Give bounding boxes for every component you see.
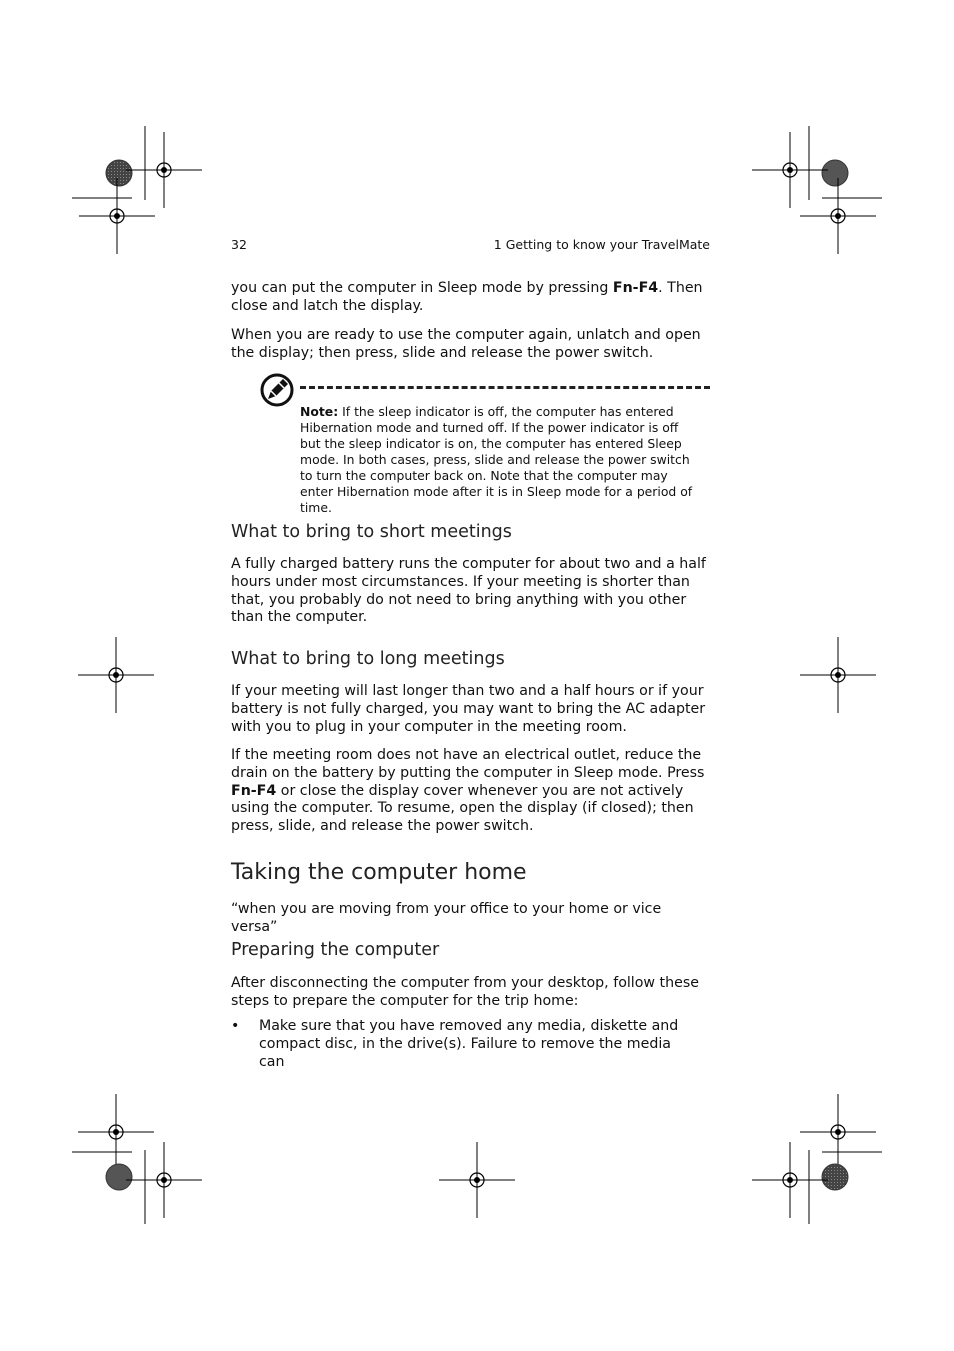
color-target-icon — [106, 160, 132, 186]
registration-mark-icon — [126, 1142, 202, 1218]
registration-mark-icon — [752, 132, 828, 208]
page-number: 32 — [231, 237, 247, 252]
note-divider — [300, 386, 710, 389]
registration-mark-icon — [78, 1094, 154, 1170]
color-target-icon — [822, 160, 848, 186]
note-pen-icon — [259, 372, 295, 408]
section-quote: “when you are moving from your office to your home or vice versa” — [231, 901, 662, 935]
registration-mark-icon — [752, 1142, 828, 1218]
body-paragraph: A fully charged battery runs the computer for about two and a half hours under most circumstances. If your meeting is shorter than that, you probably do not need to bring anything with you other than the computer. — [231, 556, 706, 626]
color-target-icon — [106, 1164, 132, 1190]
registration-mark-icon — [439, 1142, 515, 1218]
bullet-mark: • — [231, 1018, 240, 1034]
registration-mark-icon — [126, 132, 202, 208]
body-paragraph: you can put the computer in Sleep mode by pressing Fn-F4. Then close and latch the display. — [231, 280, 703, 314]
color-target-icon — [822, 1164, 848, 1190]
registration-mark-icon — [800, 637, 876, 713]
bullet-item: Make sure that you have removed any media, diskette and compact disc, in the drive(s). Failure to remove the media can — [259, 1018, 679, 1070]
key-combo: Fn-F4 — [612, 280, 659, 296]
body-paragraph: If your meeting will last longer than two and a half hours or if your battery is not fully charged, you may want to bring the AC adapter with you to plug in your computer in the meeting room. — [231, 683, 706, 735]
registration-mark-icon — [78, 637, 154, 713]
registration-mark-icon — [800, 178, 876, 254]
chapter-header: 1 Getting to know your TravelMate — [493, 237, 710, 252]
key-combo: Fn-F4 — [231, 782, 277, 799]
chapter-section-title: Taking the computer home — [231, 860, 527, 885]
section-heading: Preparing the computer — [231, 940, 440, 960]
section-heading: What to bring to long meetings — [231, 649, 505, 669]
registration-mark-icon — [79, 178, 155, 254]
section-heading: What to bring to short meetings — [231, 522, 512, 542]
body-paragraph: If the meeting room does not have an electrical outlet, reduce the drain on the battery by putting the computer in Sleep mode. Press Fn-F4 or close the display cover whenever you are not actively using the computer. To resume, open the display (if closed); then press, slide, and release the power switch. — [231, 747, 705, 835]
body-paragraph: After disconnecting the computer from your desktop, follow these steps to prepare the computer for the trip home: — [231, 975, 699, 1009]
body-paragraph: When you are ready to use the computer again, unlatch and open the display; then press, slide and release the power switch. — [231, 327, 701, 361]
registration-mark-icon — [800, 1094, 876, 1170]
note-text: Note: If the sleep indicator is off, the computer has entered Hibernation mode and turned off. If the power indicator is off but the sleep indicator is on, the computer has entered Sleep mode. In both cases, press, slide and release the power switch to turn the computer back on. Note that the computer may enter Hibernation mode after it is in Sleep mode for a period of time. — [300, 404, 693, 515]
note-label: Note: — [300, 404, 339, 419]
